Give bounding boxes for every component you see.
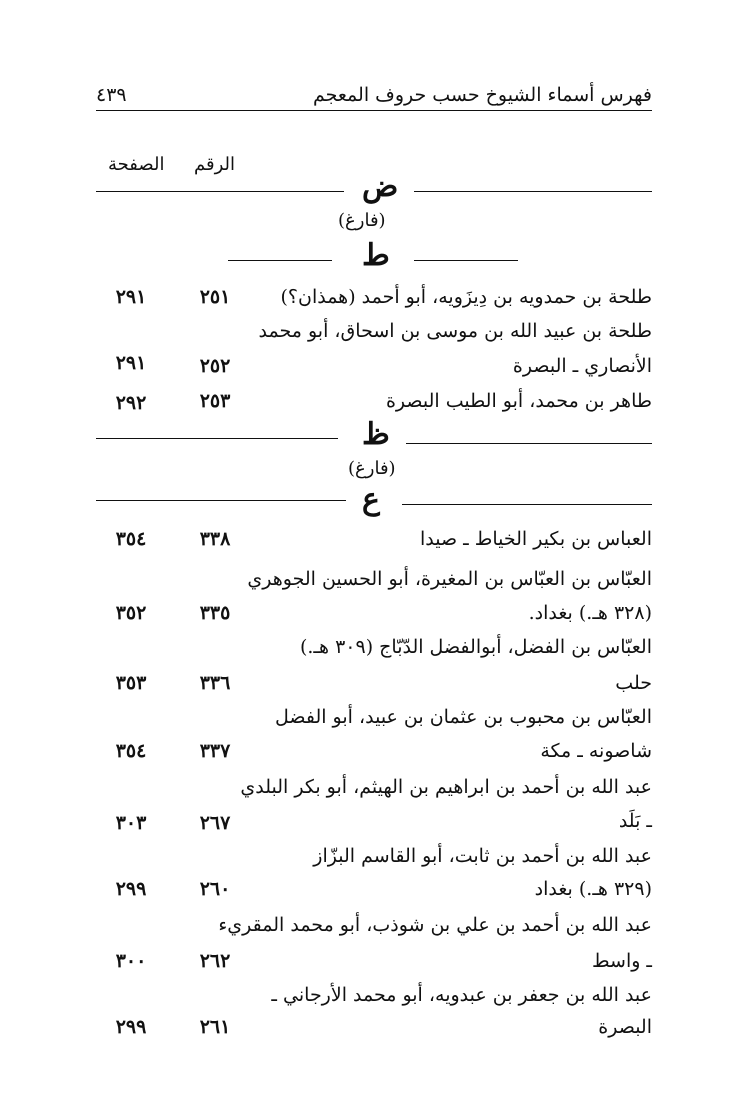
entry-page: ٢٩٢	[115, 392, 147, 414]
entry-name-line: العبّاس بن العبّاس بن المغيرة، أبو الحسين الجوهري	[247, 568, 652, 590]
page-number: ٤٣٩	[96, 84, 127, 106]
section-empty-note: (فارغ)	[338, 210, 386, 231]
entry-number: ٣٣٦	[199, 672, 231, 694]
running-header-title: فهرس أسماء الشيوخ حسب حروف المعجم	[312, 84, 652, 106]
section-rule	[96, 500, 346, 501]
entry-number: ٣٣٨	[199, 528, 231, 550]
entry-name-line: العبّاس بن محبوب بن عثمان بن عبيد، أبو الفضل	[274, 706, 652, 728]
section-letter-ayn: ع	[362, 482, 380, 517]
entry-number: ٣٣٥	[199, 602, 231, 624]
entry-name-line: ـ واسط	[591, 950, 652, 972]
entry-page: ٢٩١	[115, 286, 147, 308]
entry-name-line: ـ بَلَد	[618, 810, 652, 832]
entry-name-line: عبد الله بن أحمد بن ثابت، أبو القاسم البزّاز	[313, 845, 652, 867]
section-empty-note: (فارغ)	[348, 458, 396, 479]
entry-name-line: البصرة	[598, 1016, 652, 1038]
header-rule	[96, 110, 652, 111]
entry-page: ٣٥٢	[115, 602, 147, 624]
entry-number: ٣٣٧	[199, 740, 231, 762]
section-letter-dad: ض	[362, 169, 399, 204]
entry-name-line: عبد الله بن أحمد بن علي بن شوذب، أبو محمد المقريء	[218, 914, 652, 936]
section-rule	[96, 191, 344, 192]
entry-page: ٢٩٩	[115, 878, 147, 900]
entry-page: ٢٩٩	[115, 1016, 147, 1038]
entry-name-line: طلحة بن عبيد الله بن موسى بن اسحاق، أبو محمد	[258, 320, 652, 342]
entry-page: ٣٥٤	[115, 740, 147, 762]
entry-name-line: الأنصاري ـ البصرة	[512, 355, 652, 377]
entry-name-line: عبد الله بن جعفر بن عبدويه، أبو محمد الأرجاني ـ	[271, 984, 652, 1006]
entry-page: ٣٥٣	[115, 672, 147, 694]
entry-name-line: حلب	[615, 672, 652, 694]
section-rule	[402, 504, 652, 505]
entry-name-line: طاهر بن محمد، أبو الطيب البصرة	[385, 390, 652, 412]
entry-number: ٢٦١	[199, 1016, 231, 1038]
section-rule	[228, 260, 332, 261]
entry-name-line: العباس بن بكير الخياط ـ صيدا	[419, 528, 652, 550]
entry-page: ٣٥٤	[115, 528, 147, 550]
entry-name-line: العبّاس بن الفضل، أبوالفضل الدّبّاج (٣٠٩ هـ.)	[299, 636, 652, 658]
section-rule	[414, 260, 518, 261]
entry-number: ٢٥٣	[199, 390, 231, 412]
entry-number: ٢٦٢	[199, 950, 231, 972]
entry-number: ٢٦٧	[199, 812, 231, 834]
entry-number: ٢٥١	[199, 286, 231, 308]
entry-name-line: شاصونه ـ مكة	[540, 740, 652, 762]
column-heading-page: الصفحة	[108, 154, 165, 175]
column-heading-number: الرقم	[194, 154, 236, 175]
section-rule	[96, 438, 338, 439]
entry-number: ٢٦٠	[199, 878, 231, 900]
section-rule	[414, 191, 652, 192]
entry-number: ٢٥٢	[199, 355, 231, 377]
section-rule	[406, 443, 652, 444]
section-letter-za: ظ	[362, 417, 390, 452]
entry-page: ٢٩١	[115, 352, 147, 374]
section-letter-ta: ط	[362, 238, 390, 273]
entry-name-line: (٣٢٨ هـ.) بغداد.	[528, 602, 652, 624]
entry-page: ٣٠٠	[115, 950, 147, 972]
entry-page: ٣٠٣	[115, 812, 147, 834]
entry-name-line: (٣٢٩ هـ.) بغداد	[534, 878, 652, 900]
entry-name-line: عبد الله بن أحمد بن ابراهيم بن الهيثم، أبو بكر البلدي	[240, 776, 652, 798]
entry-name-line: طلحة بن حمدويه بن دِيزَويه، أبو أحمد (همذان؟)	[280, 286, 652, 308]
